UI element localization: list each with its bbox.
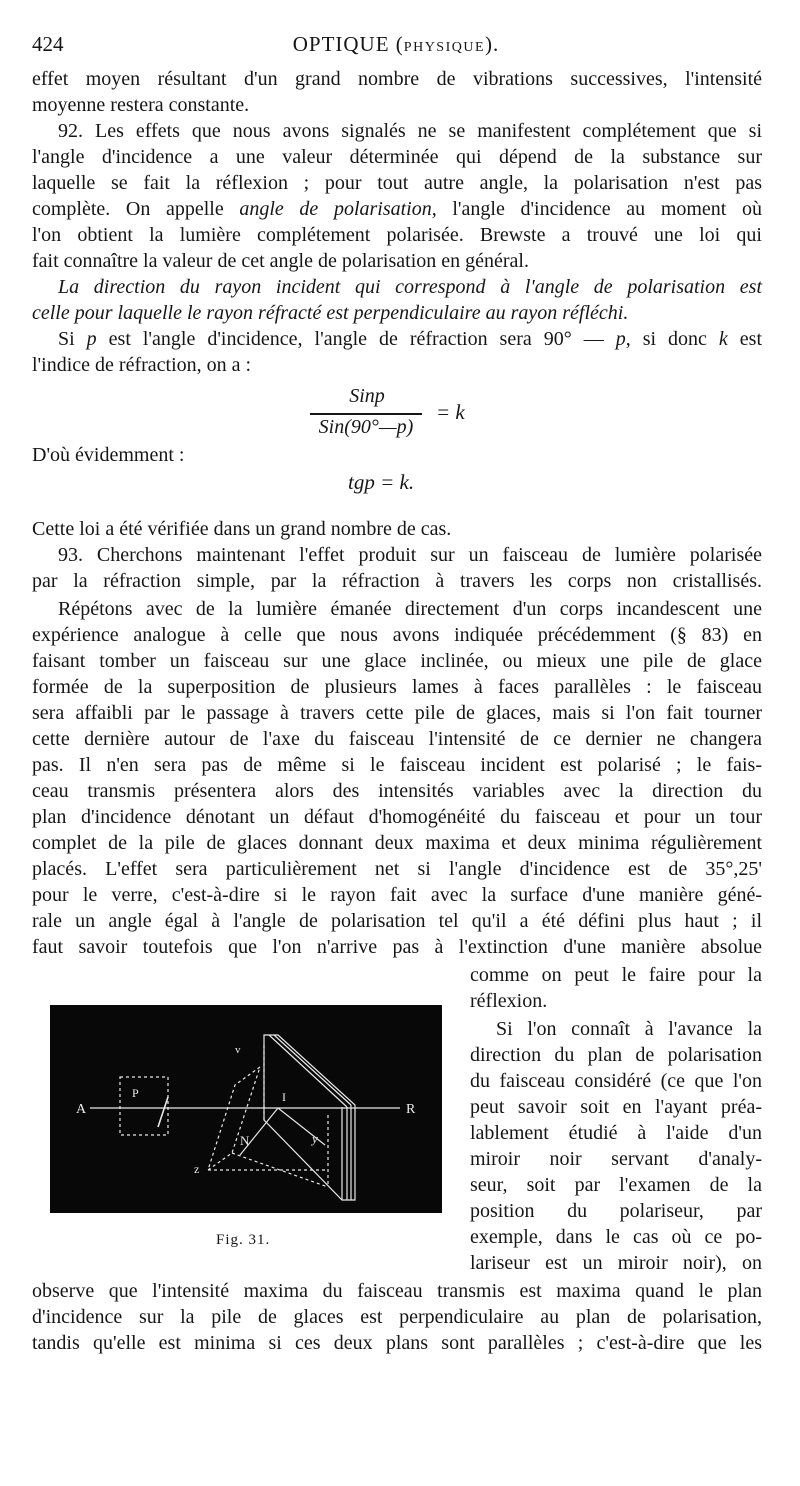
text-line: faut savoir toutefois que l'on n'arrive pas à l'extinction d'une manière absolue bbox=[32, 936, 762, 958]
text-line: fait connaître la valeur de cet angle de polarisation en général. bbox=[32, 250, 529, 272]
text-line: seur, soit par l'examen de la bbox=[470, 1174, 762, 1196]
polarizer-mark bbox=[158, 1097, 168, 1127]
formula-equals-k: = k bbox=[436, 400, 465, 424]
plane-of-incidence bbox=[208, 1067, 260, 1170]
running-title-end: ). bbox=[485, 32, 500, 56]
text-line-sip bbox=[58, 326, 762, 352]
fraction-numerator: Sinp bbox=[349, 385, 385, 407]
label-P: P bbox=[132, 1086, 139, 1100]
text-line: Cette loi a été vérifiée dans un grand nombre de cas. bbox=[32, 518, 452, 540]
text-line: tandis qu'elle est minima si ces deux plans sont parallèles ; c'est-à-dire que les bbox=[32, 1332, 762, 1354]
text-line: exemple, dans le cas où ce po- bbox=[470, 1226, 762, 1248]
label-I: I bbox=[282, 1090, 286, 1104]
text-segment: est bbox=[727, 328, 763, 350]
text-line: pas. Il n'en sera pas de même si le faisceau incident est polarisé ; le fais- bbox=[32, 754, 762, 776]
text-line: effet moyen résultant d'un grand nombre de vibrations successives, l'intensité bbox=[32, 68, 762, 90]
running-title-main: OPTIQUE ( bbox=[292, 32, 404, 56]
label-y: y bbox=[312, 1131, 318, 1146]
text-line: sera affaibli par le passage à travers cette pile de glaces, mais si l'on fait tourner bbox=[32, 702, 762, 724]
text-line: comme on peut le faire pour la bbox=[470, 964, 762, 986]
text-line: rale un angle égal à l'angle de polarisation tel qu'il a été défini plus haut ; il bbox=[32, 910, 762, 932]
text-line: d'incidence sur la pile de glaces est perpendiculaire au plan de polarisation, bbox=[32, 1306, 762, 1328]
glass-plate bbox=[264, 1035, 355, 1200]
text-line: plan d'incidence dénotant un défaut d'homogénéité du faisceau et pour un tour bbox=[32, 806, 762, 828]
text-line: formée de la superposition de plusieurs lames à faces parallèles : le faisceau bbox=[32, 676, 762, 698]
text-line: Si l'on connaît à l'avance la bbox=[496, 1018, 762, 1040]
text-line: direction du plan de polarisation bbox=[470, 1044, 762, 1066]
running-title-small: PHYSIQUE bbox=[403, 40, 486, 55]
text-line-definition bbox=[32, 196, 762, 222]
text-segment: Si bbox=[58, 328, 87, 350]
text-line: l'indice de réfraction, on a : bbox=[32, 354, 252, 376]
text-line: 92. Les effets que nous avons signalés ne se manifestent complétement que si bbox=[58, 120, 762, 142]
text-line: pour le verre, c'est-à-dire si le rayon fait avec la surface d'une manière géné- bbox=[32, 884, 762, 906]
text-line: 93. Cherchons maintenant l'effet produit sur un faisceau de lumière polarisée bbox=[58, 544, 762, 566]
text-line: complet de la pile de glaces donnant deux maxima et deux minima régulièrement bbox=[32, 832, 762, 854]
label-N: N bbox=[240, 1133, 250, 1148]
text-segment: l'angle d'incidence au moment où bbox=[436, 198, 762, 220]
text-line: cette dernière autour de l'axe du faisceau l'intensité de ce dernier ne changera bbox=[32, 728, 762, 750]
text-line: l'on obtient la lumière complétement polarisée. Brewste a trouvé une loi qui bbox=[32, 224, 762, 246]
text-line-dou: D'où évidemment : bbox=[32, 444, 185, 466]
text-line: réflexion. bbox=[470, 990, 548, 1012]
figure-caption: Fig. 31. bbox=[216, 1232, 271, 1248]
text-line: position du polariseur, par bbox=[470, 1200, 762, 1222]
text-segment: complète. On appelle bbox=[32, 198, 240, 220]
text-segment: est l'angle d'incidence, l'angle de réfraction sera 90° — bbox=[96, 328, 616, 350]
figure-31 bbox=[50, 1005, 442, 1213]
fraction-bar bbox=[310, 413, 422, 415]
text-line: faisant tomber un faisceau sur une glace inclinée, ou mieux une pile de glace bbox=[32, 650, 762, 672]
running-header bbox=[32, 30, 760, 60]
polarizer-square bbox=[120, 1077, 168, 1135]
law-line: La direction du rayon incident qui correspond à l'angle de polarisation est bbox=[58, 276, 762, 298]
label-A: A bbox=[76, 1102, 87, 1117]
text-line: l'angle d'incidence a une valeur déterminée qui dépend de la substance sur bbox=[32, 146, 762, 168]
text-line: par la réfraction simple, par la réfraction à travers les corps non cristallisés. bbox=[32, 570, 762, 592]
text-line: placés. L'effet sera particulièrement net si l'angle d'incidence est de 35°,25' bbox=[32, 858, 762, 880]
law-line: celle pour laquelle le rayon réfracté est perpendiculaire au rayon réfléchi. bbox=[32, 302, 629, 324]
label-v: v bbox=[235, 1044, 241, 1056]
italic-term: angle de polarisation, bbox=[239, 198, 437, 220]
text-line: du faisceau considéré (ce que l'on bbox=[470, 1070, 762, 1092]
formula-tangent: tgp = k. bbox=[348, 470, 415, 494]
running-title bbox=[32, 32, 760, 57]
text-line: lariseur est un miroir noir), on bbox=[470, 1252, 762, 1274]
text-line: miroir noir servant d'analy- bbox=[470, 1148, 762, 1170]
text-line: Répétons avec de la lumière émanée directement d'un corps incandescent une bbox=[58, 598, 762, 620]
label-R: R bbox=[406, 1102, 416, 1117]
text-line: laquelle se fait la réflexion ; pour tout autre angle, la polarisation n'est pas bbox=[32, 172, 762, 194]
text-line: peut savoir soit en l'ayant préa- bbox=[470, 1096, 762, 1118]
figure-diagram bbox=[50, 1005, 442, 1213]
variable-p: p bbox=[615, 328, 626, 350]
variable-p: p bbox=[86, 328, 97, 350]
text-segment: , si donc bbox=[625, 328, 719, 350]
text-line: moyenne restera constante. bbox=[32, 94, 250, 116]
variable-k: k bbox=[718, 328, 728, 350]
text-line: ceau transmis présentera alors des intensités variables avec la direction du bbox=[32, 780, 762, 802]
fraction-denominator: Sin(90°—p) bbox=[318, 416, 414, 438]
page-number: 424 bbox=[32, 32, 64, 56]
text-line: lablement étudié à l'aide d'un bbox=[470, 1122, 762, 1144]
text-line: expérience analogue à celle que nous avons indiquée précédemment (§ 83) en bbox=[32, 624, 762, 646]
text-line: observe que l'intensité maxima du faisceau transmis est maxima quand le plan bbox=[32, 1280, 762, 1302]
label-z: z bbox=[194, 1162, 200, 1176]
